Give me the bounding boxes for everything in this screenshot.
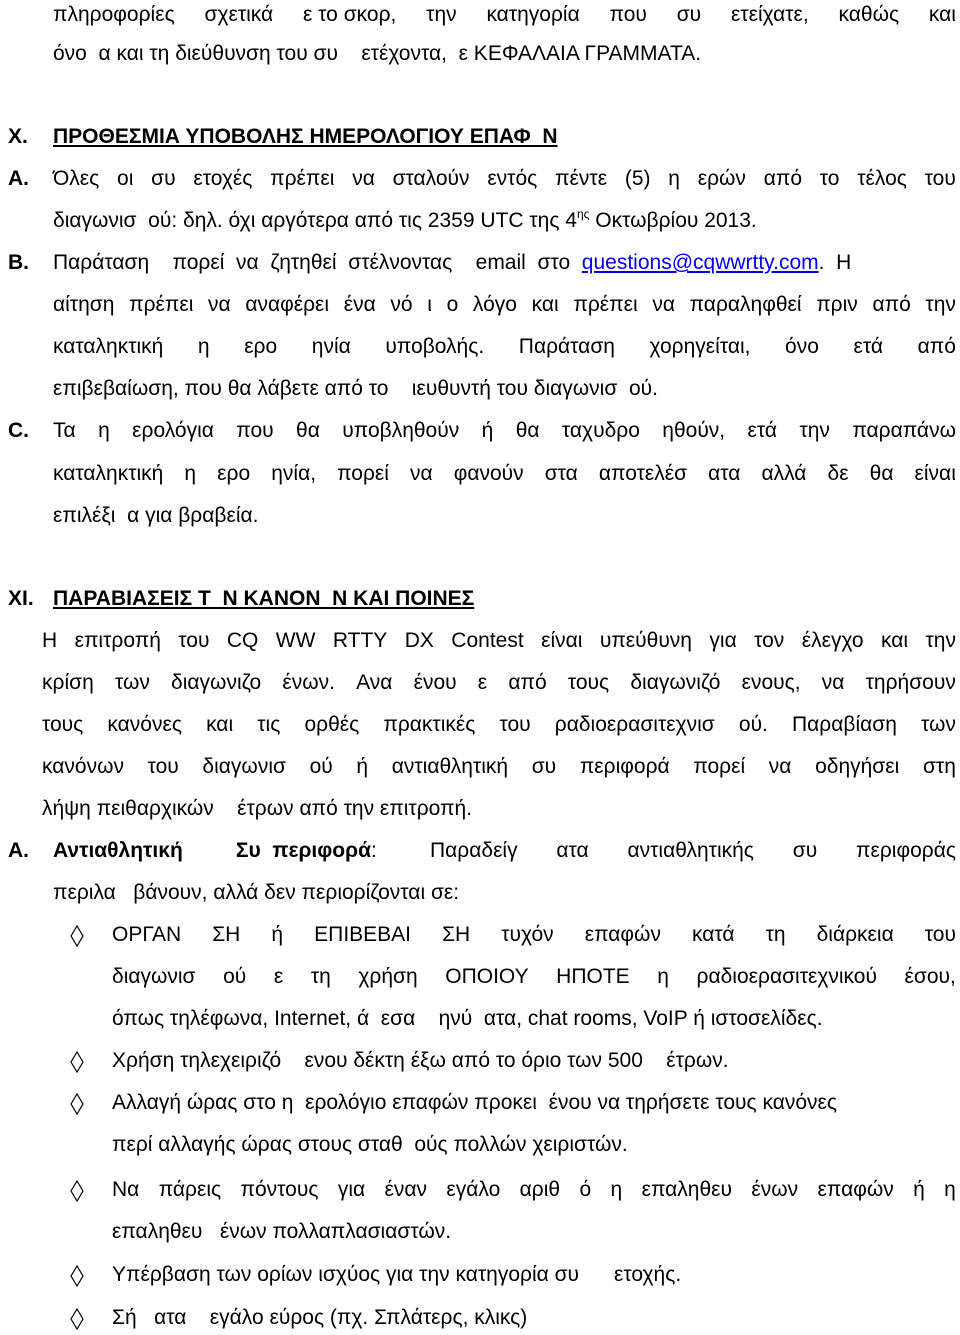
word: συ: [151, 167, 176, 190]
section-x-b-line-1: [53, 250, 851, 276]
word: διαγωνιζο: [171, 671, 262, 694]
word: του: [178, 629, 210, 652]
word: έναν: [384, 1178, 428, 1201]
word: ηθούν,: [662, 419, 726, 442]
word: πληροφορίες: [53, 3, 175, 26]
word: ερο: [244, 335, 278, 358]
word: που: [609, 3, 647, 26]
b-line1-text: Παράταση πορεί να ζητηθεί στέλνοντας email στο: [53, 251, 582, 274]
word: τις: [257, 713, 281, 736]
word: πρέπει: [573, 293, 638, 316]
word: συ: [792, 839, 818, 862]
section-x-b-line-3: [53, 334, 956, 360]
word: ε: [273, 965, 284, 988]
word: αντιαθλητικής: [627, 839, 754, 862]
word: Τα: [53, 419, 76, 442]
word: υποβληθούν: [342, 419, 460, 442]
bullet-3-line-2: περί αλλαγής ώρας στους σταθ ούς πολλών χειριστών.: [112, 1133, 628, 1156]
word: την: [799, 419, 830, 442]
word: καταληκτική: [53, 335, 164, 358]
word: (5): [624, 167, 651, 190]
word: νό: [390, 293, 413, 316]
section-x-title: ΠΡΟΘΕΣΜΙΑ ΥΠΟΒΟΛΗΣ ΗΜΕΡΟΛΟΓΙΟΥ ΕΠΑΦ Ν: [53, 125, 558, 148]
word: ό: [579, 1178, 592, 1201]
word: RTTY: [332, 629, 388, 652]
word: ΟΠΟΙΟΥ: [445, 965, 529, 988]
word: κανόνων: [42, 755, 124, 778]
word: του: [499, 713, 531, 736]
word: περιφορά: [579, 755, 670, 778]
email-link[interactable]: questions@cqwwrtty.com: [581, 251, 819, 274]
word: τους: [567, 671, 610, 694]
word: και: [206, 713, 234, 736]
word: χορηγείται,: [649, 335, 751, 358]
word: θα: [296, 419, 320, 442]
a-title-rest: [430, 838, 956, 864]
word: πόντους: [240, 1178, 319, 1201]
word: ΣΗ: [442, 923, 471, 946]
word: ή: [271, 923, 284, 946]
word: Παραβίαση: [792, 713, 897, 736]
word: όνο: [785, 335, 819, 358]
word: αποτελέσ: [598, 462, 688, 485]
section-xi-number: XI.: [8, 587, 34, 610]
word: σχετικά: [204, 3, 274, 26]
word: υπεύθυνη: [599, 629, 692, 652]
section-xi-p-line-1: [42, 628, 956, 654]
word: η: [944, 1178, 956, 1201]
section-x-a-label: A.: [8, 167, 29, 190]
word: ετοχές: [193, 167, 253, 190]
word: ένα: [343, 293, 376, 316]
word: ερών: [697, 167, 746, 190]
word: για: [337, 1178, 366, 1201]
word: ενους,: [741, 671, 801, 694]
bullet-5-line-1: Υπέρβαση των ορίων ισχύος για την κατηγορία συ ετοχής.: [112, 1263, 682, 1286]
word: ταχυδρο: [561, 419, 640, 442]
word: ι: [427, 293, 432, 316]
section-x-b-line-2: [53, 292, 956, 318]
word: ή: [913, 1178, 925, 1201]
word: η: [657, 965, 669, 988]
word: ε το σκορ,: [302, 3, 397, 26]
section-x-b-label: B.: [8, 251, 29, 274]
word: CQ: [226, 629, 259, 652]
word: πρέπει: [129, 293, 194, 316]
bullet-1-line-2: [112, 964, 956, 990]
word: Όλες: [53, 167, 100, 190]
bullet-3-line-1: Αλλαγή ώρας στο η ερολόγιο επαφών προκει ένου να τηρήσετε τους κανόνες: [112, 1091, 837, 1114]
word: Η: [42, 629, 58, 652]
word: λόγο: [472, 293, 517, 316]
section-x-a-line-2: [53, 208, 757, 234]
word: επαφών: [817, 1178, 894, 1201]
word: ετείχατε,: [730, 3, 809, 26]
a-title-word-1: Αντιαθλητική: [53, 839, 183, 862]
word: στα: [544, 462, 578, 485]
word: πέντε: [555, 167, 608, 190]
section-xi-title: ΠΑΡΑΒΙΑΣΕΙΣ Τ Ν ΚΑΝΟΝ Ν ΚΑΙ ΠΟΙΝΕΣ: [53, 587, 475, 610]
word: του: [924, 923, 956, 946]
intro-line-1: [53, 2, 956, 28]
word: ή: [481, 419, 494, 442]
section-x-c-line-3: επιλέξι α για βραβεία.: [53, 504, 259, 527]
word: οι: [117, 167, 134, 190]
word: η: [184, 462, 197, 485]
word: Contest: [451, 629, 524, 652]
word: και: [881, 629, 909, 652]
bullet-6-line-1: Σή ατα εγάλο εύρος (πχ. Σπλάτερς, κλικς): [112, 1306, 528, 1329]
section-xi-a-label: A.: [8, 839, 29, 862]
bullet-1-line-3: όπως τηλέφωνα, Internet, ά εσα ηνύ ατα, chat rooms, VoIP ή ιστοσελίδες.: [112, 1007, 823, 1030]
bullet-4-line-1: [112, 1177, 956, 1203]
word: Να: [112, 1178, 140, 1201]
word: WW: [275, 629, 316, 652]
section-xi-a-line-2: περιλα βάνουν, αλλά δεν περιορίζονται σε:: [53, 881, 460, 904]
word: από: [917, 335, 956, 358]
word: τυχόν: [501, 923, 554, 946]
word: να: [208, 293, 231, 316]
diamond-bullet-icon: [70, 1265, 84, 1287]
word: να: [652, 293, 675, 316]
word: τους: [42, 713, 84, 736]
word: σταλούν: [392, 167, 470, 190]
word: τέλος: [857, 167, 907, 190]
word: από: [872, 293, 911, 316]
word: η: [98, 419, 110, 442]
word: αριθ: [519, 1178, 561, 1201]
word: θα: [515, 419, 540, 442]
a-title-part-1: [53, 838, 183, 864]
word: φανούν: [453, 462, 524, 485]
word: να: [410, 462, 433, 485]
ordinal-superscript: ης: [576, 207, 590, 221]
word: ραδιοερασιτεχνικού: [696, 965, 877, 988]
a-line2-text: διαγωνισ ού: δηλ. όχι αργότερα από τις 2359 UTC της 4: [53, 209, 577, 232]
word: πορεί: [693, 755, 746, 778]
diamond-bullet-icon: [70, 1308, 84, 1330]
word: Ανα: [356, 671, 393, 694]
diamond-bullet-icon: [70, 1093, 84, 1115]
section-xi-p-line-2: [42, 670, 956, 696]
word: ΗΠΟΤΕ: [556, 965, 630, 988]
word: από: [508, 671, 547, 694]
intro-line-2: όνο α και τη διεύθυνση του συ ετέχοντα, ε ΚΕΦΑΛΑΙΑ ΓΡΑΜΜΑΤΑ.: [53, 42, 702, 65]
word: η: [668, 167, 680, 190]
word: ού: [223, 965, 247, 988]
word: ο: [446, 293, 459, 316]
section-x-c-line-2: [53, 461, 956, 487]
a-title-part-2: Συ περιφορά:: [235, 839, 377, 862]
word: είναι: [541, 629, 583, 652]
word: ΟΡΓΑΝ: [112, 923, 182, 946]
word: επαληθευ: [641, 1178, 732, 1201]
word: ή: [356, 755, 369, 778]
word: ατα: [708, 462, 741, 485]
section-xi-p-line-5: λήψη πειθαρχικών έτρων από την επιτροπή.: [42, 797, 473, 820]
word: ηνία: [311, 335, 351, 358]
word: κανόνες: [107, 713, 182, 736]
word: συ: [531, 755, 557, 778]
word: υποβολής.: [385, 335, 485, 358]
diamond-bullet-icon: [70, 925, 84, 947]
word: στη: [922, 755, 956, 778]
word: τη: [310, 965, 331, 988]
word: την: [925, 293, 956, 316]
word: ού.: [738, 713, 768, 736]
word: κατηγορία: [486, 3, 580, 26]
word: διαγωνισ: [112, 965, 196, 988]
bullet-1-line-1: [112, 922, 956, 948]
word: διαγωνιζό: [630, 671, 721, 694]
word: έλεγχο: [801, 629, 864, 652]
word: ΕΠΙΒΕΒΑΙ: [314, 923, 412, 946]
word: ετά: [747, 419, 778, 442]
word: πορεί: [337, 462, 389, 485]
word: η: [610, 1178, 623, 1201]
word: και: [531, 293, 559, 316]
word: αλλά: [761, 462, 807, 485]
word: πρέπει: [270, 167, 335, 190]
word: καθώς: [838, 3, 900, 26]
word: επαφών: [584, 923, 661, 946]
word: των: [921, 713, 956, 736]
b-line1-text-end: . Η: [818, 251, 852, 274]
word: εντός: [487, 167, 538, 190]
word: ένων.: [282, 671, 335, 694]
bullet-2-line-1: Χρήση τηλεχειριζό ενου δέκτη έξω από το όριο των 500 έτρων.: [112, 1049, 729, 1072]
word: παραπάνω: [852, 419, 956, 442]
section-xi-p-line-3: [42, 712, 956, 738]
diamond-bullet-icon: [70, 1180, 84, 1202]
word: αντιαθλητική: [391, 755, 509, 778]
word: αναφέρει: [245, 293, 330, 316]
word: πάρεις: [158, 1178, 222, 1201]
word: ΣΗ: [212, 923, 241, 946]
word: θα: [869, 462, 894, 485]
word: διαγωνισ: [202, 755, 286, 778]
word: πρακτικές: [383, 713, 476, 736]
word: δε: [827, 462, 849, 485]
word: τη: [765, 923, 786, 946]
a-title-word-2: Συ περιφορά: [235, 839, 372, 862]
word: χρήση: [358, 965, 418, 988]
word: ε: [477, 671, 488, 694]
word: αίτηση: [53, 293, 115, 316]
word: ραδιοερασιτεχνισ: [554, 713, 715, 736]
word: περιφοράς: [855, 839, 956, 862]
word: είναι: [914, 462, 956, 485]
word: καταληκτική: [53, 462, 164, 485]
word: την: [925, 629, 956, 652]
word: τηρήσουν: [865, 671, 956, 694]
word: η: [197, 335, 210, 358]
word: ερο: [217, 462, 251, 485]
word: ερολόγια: [132, 419, 214, 442]
word: ετά: [853, 335, 883, 358]
word: να: [352, 167, 375, 190]
section-x-c-label: C.: [8, 419, 29, 442]
section-x-b-line-4: επιβεβαίωση, που θα λάβετε από το ιευθυντή του διαγωνισ ού.: [53, 377, 658, 400]
word: ατα: [556, 839, 589, 862]
section-x-number: X.: [8, 125, 28, 148]
word: ένων: [751, 1178, 799, 1201]
word: πριν: [816, 293, 858, 316]
word: του: [924, 167, 956, 190]
word: εγάλο: [446, 1178, 501, 1201]
word: οδηγήσει: [815, 755, 900, 778]
word: την: [426, 3, 457, 26]
section-x-a-line-1: [53, 166, 956, 192]
section-xi-a-title: [53, 838, 956, 864]
word: έσου,: [904, 965, 956, 988]
section-xi-p-line-4: [42, 754, 956, 780]
word: Παραδείγ: [429, 839, 518, 862]
word: ένου: [413, 671, 457, 694]
word: από: [763, 167, 803, 190]
word: τον: [754, 629, 785, 652]
word: συ: [676, 3, 702, 26]
a-line2-text-end: Οκτωβρίου 2013.: [589, 209, 757, 232]
word: των: [114, 671, 150, 694]
diamond-bullet-icon: [70, 1051, 84, 1073]
word: DX: [404, 629, 434, 652]
word: που: [236, 419, 274, 442]
word: κρίση: [42, 671, 94, 694]
word: ηνία,: [271, 462, 317, 485]
word: και: [928, 3, 956, 26]
section-x-c-line-1: [53, 418, 956, 444]
word: ορθές: [304, 713, 360, 736]
word: Παράταση: [518, 335, 615, 358]
word: να: [768, 755, 792, 778]
word: του: [147, 755, 179, 778]
word: επιτροπή: [74, 629, 161, 652]
word: το: [819, 167, 840, 190]
word: να: [821, 671, 845, 694]
word: κατά: [692, 923, 735, 946]
bullet-4-line-2: επαληθευ ένων πολλαπλασιαστών.: [112, 1220, 452, 1243]
word: για: [709, 629, 737, 652]
word: ού: [309, 755, 333, 778]
word: παραληφθεί: [689, 293, 802, 316]
word: διάρκεια: [816, 923, 894, 946]
